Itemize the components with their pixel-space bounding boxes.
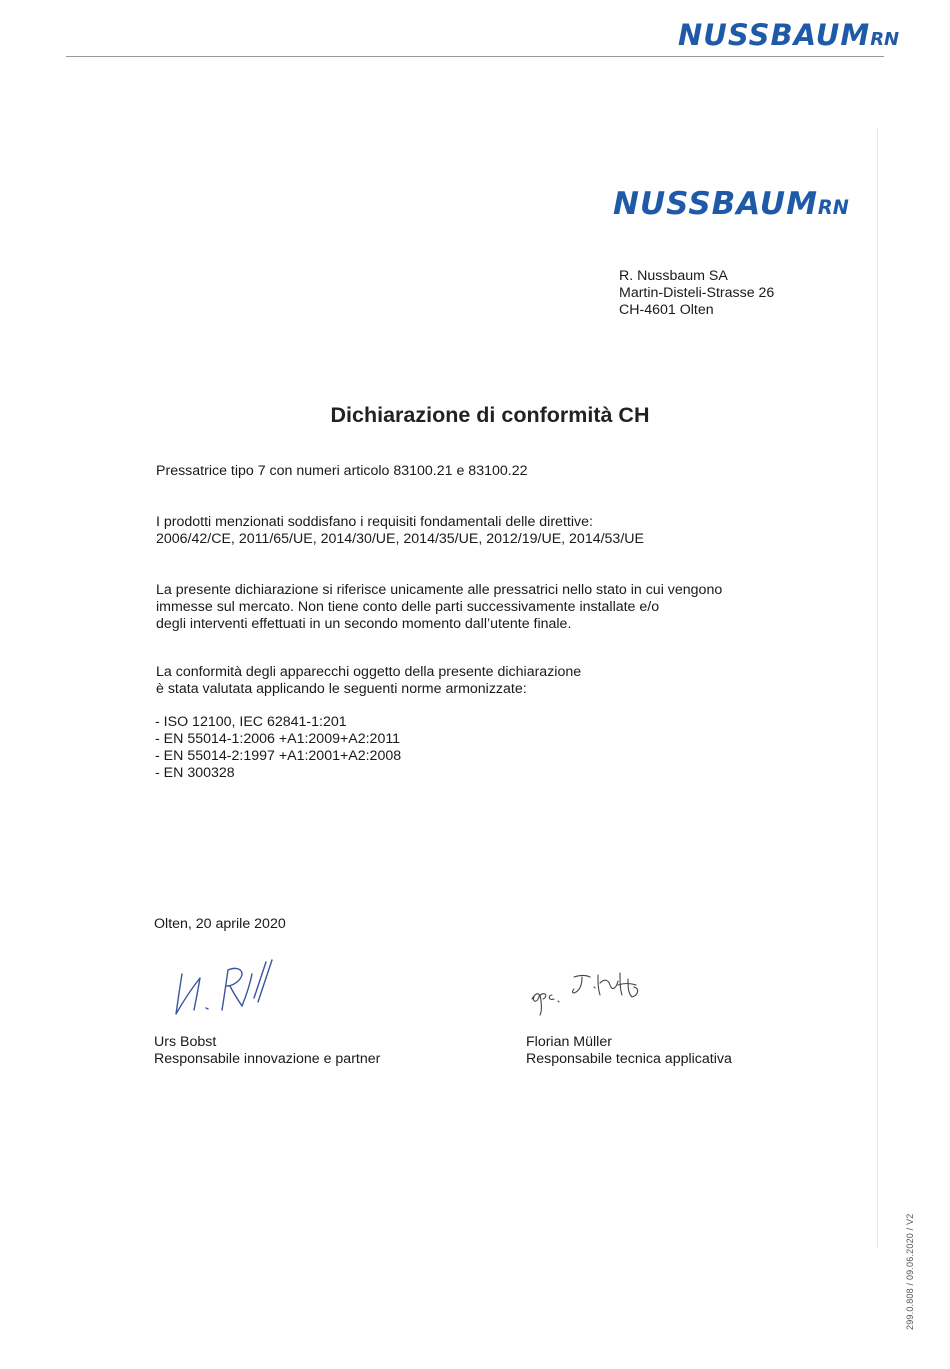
signatory-role: Responsabile innovazione e partner — [154, 1051, 381, 1067]
address-line: Martin-Disteli-Strasse 26 — [619, 285, 775, 301]
signatory-2 — [526, 1034, 732, 1068]
address-line: CH-4601 Olten — [619, 302, 714, 318]
page-edge-line — [877, 128, 878, 1248]
header-logo-text: NUSSBAUM — [678, 18, 871, 52]
address-line: R. Nussbaum SA — [619, 268, 728, 284]
standards-intro-paragraph — [156, 664, 581, 698]
place-date: Olten, 20 aprile 2020 — [154, 916, 286, 932]
paragraph-line: La presente dichiarazione si riferisce unicamente alle pressatrici nello stato in cui vengono — [156, 582, 723, 598]
signature-urs-bobst — [170, 956, 290, 1020]
standards-item: - ISO 12100, IEC 62841-1:201 — [155, 714, 347, 730]
paragraph-line: immesse sul mercato. Non tiene conto delle parti successivamente installate e/o — [156, 599, 660, 615]
product-line: Pressatrice tipo 7 con numeri articolo 83100.21 e 83100.22 — [156, 463, 528, 479]
paragraph-line: 2006/42/CE, 2011/65/UE, 2014/30/UE, 2014/35/UE, 2012/19/UE, 2014/53/UE — [156, 531, 644, 547]
standards-item: - EN 55014-2:1997 +A1:2001+A2:2008 — [155, 748, 402, 764]
company-address — [619, 268, 774, 319]
paragraph-line: è stata valutata applicando le seguenti norme armonizzate: — [156, 681, 527, 697]
scope-paragraph — [156, 582, 722, 633]
signature-florian-mueller — [528, 965, 648, 1021]
header-logo-suffix: RN — [870, 29, 900, 50]
directives-paragraph — [156, 514, 644, 548]
signatory-name: Urs Bobst — [154, 1034, 217, 1050]
signatory-name: Florian Müller — [526, 1034, 612, 1050]
signatory-role: Responsabile tecnica applicativa — [526, 1051, 732, 1067]
standards-item: - EN 300328 — [155, 765, 235, 781]
signatory-1 — [154, 1034, 380, 1068]
standards-list — [155, 714, 401, 782]
paragraph-line: La conformità degli apparecchi oggetto della presente dichiarazione — [156, 664, 582, 680]
standards-item: - EN 55014-1:2006 +A1:2009+A2:2011 — [155, 731, 401, 747]
letterhead-logo-suffix: RN — [817, 196, 849, 219]
header-logo — [678, 18, 899, 52]
document-title: Dichiarazione di conformità CH — [330, 403, 650, 427]
paragraph-line: I prodotti menzionati soddisfano i requisiti fondamentali delle direttive: — [156, 514, 593, 530]
header-divider — [66, 56, 884, 57]
document-code: 299.0.808 / 09.06.2020 / V2 — [905, 1213, 915, 1330]
paragraph-line: degli interventi effettuati in un secondo momento dall’utente finale. — [156, 616, 572, 632]
letterhead-logo — [613, 186, 849, 222]
letterhead-logo-text: NUSSBAUM — [613, 186, 818, 222]
